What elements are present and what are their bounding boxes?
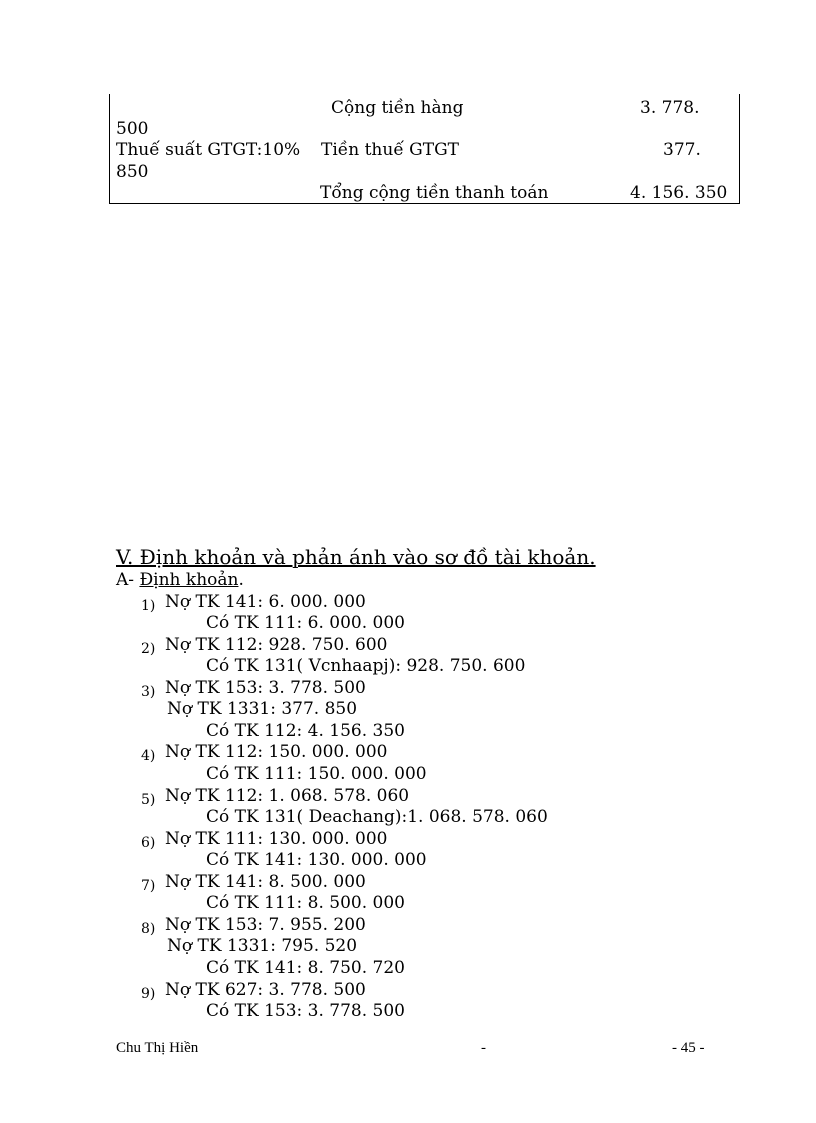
entry-line: Nợ TK 153: 3. 778. 500 xyxy=(165,678,366,698)
entry-line: Nợ TK 111: 130. 000. 000 xyxy=(165,829,388,849)
goods-total-value: 3. 778. xyxy=(640,98,700,118)
goods-total-value-cont: 500 xyxy=(116,119,149,139)
entry-line: Nợ TK 112: 1. 068. 578. 060 xyxy=(165,786,410,806)
grand-total-label: Tổng cộng tiền thanh toán xyxy=(320,183,549,203)
section-heading: V. Định khoản và phản ánh vào sơ đồ tài khoản. xyxy=(116,545,596,569)
page-number: - 45 - xyxy=(672,1040,705,1056)
vat-rate-label: Thuế suất GTGT:10% xyxy=(116,140,301,160)
entry-number: 6) xyxy=(141,835,156,851)
entry-line: Nợ TK 141: 8. 500. 000 xyxy=(165,872,366,892)
grand-total-value: 4. 156. 350 xyxy=(630,183,728,203)
entry-number: 8) xyxy=(141,921,156,937)
entry-line: Nợ TK 112: 150. 000. 000 xyxy=(165,742,388,762)
entry-line: Nợ TK 1331: 377. 850 xyxy=(167,699,358,719)
entry-line: Nợ TK 153: 7. 955. 200 xyxy=(165,915,366,935)
entry-line: Có TK 141: 130. 000. 000 xyxy=(206,850,427,870)
entry-line: Có TK 131( Vcnhaapj): 928. 750. 600 xyxy=(206,656,526,676)
entry-line: Có TK 111: 150. 000. 000 xyxy=(206,764,427,784)
entry-line: Có TK 112: 4. 156. 350 xyxy=(206,721,405,741)
entry-number: 3) xyxy=(141,684,156,700)
entry-line: Nợ TK 1331: 795. 520 xyxy=(167,936,358,956)
entry-line: Có TK 153: 3. 778. 500 xyxy=(206,1001,405,1021)
entry-line: Nợ TK 112: 928. 750. 600 xyxy=(165,635,388,655)
entry-line: Có TK 111: 8. 500. 000 xyxy=(206,893,405,913)
goods-total-label: Cộng tiền hàng xyxy=(331,98,464,118)
entry-number: 1) xyxy=(141,598,156,614)
entry-number: 2) xyxy=(141,641,156,657)
entry-line: Có TK 141: 8. 750. 720 xyxy=(206,958,405,978)
entry-number: 4) xyxy=(141,748,156,764)
sub-heading xyxy=(116,570,244,590)
vat-value: 377. xyxy=(663,140,701,160)
vat-label: Tiền thuế GTGT xyxy=(321,140,460,160)
entry-number: 7) xyxy=(141,878,156,894)
vat-value-cont: 850 xyxy=(116,162,149,182)
entry-line: Nợ TK 141: 6. 000. 000 xyxy=(165,592,366,612)
sub-heading-prefix: A- xyxy=(116,570,140,590)
entry-number: 9) xyxy=(141,986,156,1002)
entry-number: 5) xyxy=(141,792,156,808)
entry-line: Nợ TK 627: 3. 778. 500 xyxy=(165,980,366,1000)
entry-line: Có TK 111: 6. 000. 000 xyxy=(206,613,405,633)
footer-author: Chu Thị Hiền xyxy=(116,1040,199,1056)
sub-heading-suffix: . xyxy=(238,570,244,590)
sub-heading-text: Định khoản xyxy=(139,570,239,590)
entry-line: Có TK 131( Deachang):1. 068. 578. 060 xyxy=(206,807,548,827)
footer-separator: - xyxy=(481,1040,486,1056)
